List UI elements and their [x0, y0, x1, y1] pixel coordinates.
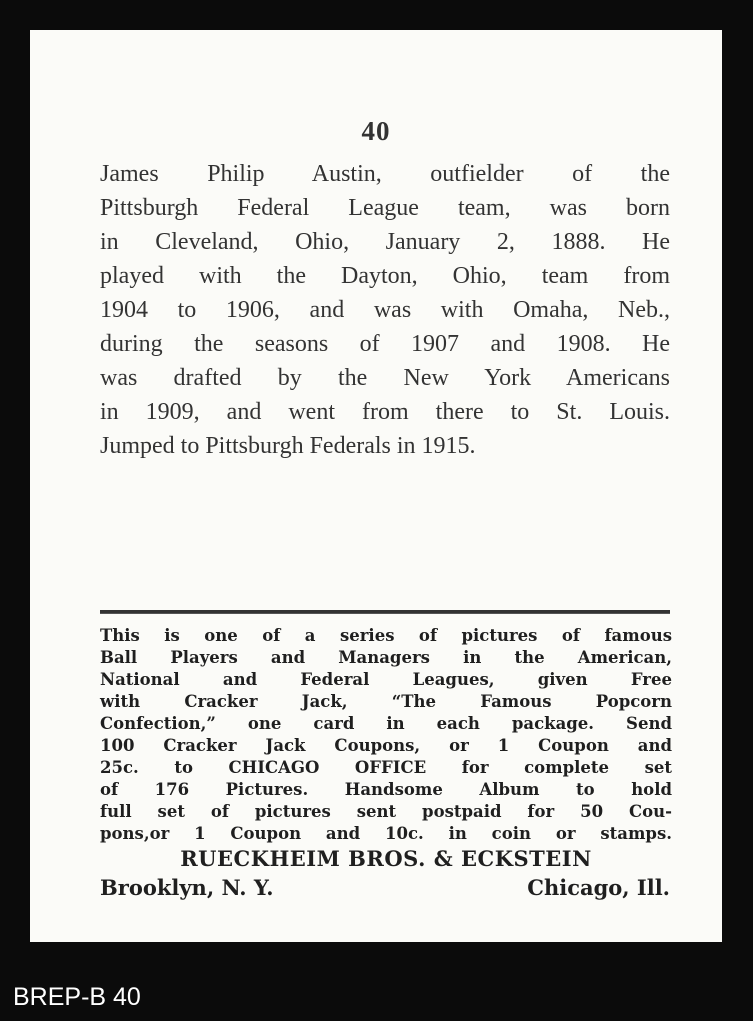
bio-line: during the seasons of 1907 and 1908. He [100, 331, 670, 357]
bio-line: 1904 to 1906, and was with Omaha, Neb., [100, 297, 670, 323]
ad-line: full set of pictures sent postpaid for 50 Cou- [100, 802, 672, 821]
ad-line: National and Federal Leagues, given Free [100, 670, 672, 689]
bio-line: Pittsburgh Federal League team, was born [100, 195, 670, 221]
ad-line: 100 Cracker Jack Coupons, or 1 Coupon and [100, 736, 672, 755]
ad-line: Confection,” one card in each package. Send [100, 714, 672, 733]
ad-line: Ball Players and Managers in the American, [100, 648, 672, 667]
ad-line: 25c. to CHICAGO OFFICE for complete set [100, 758, 672, 777]
card-back [30, 30, 722, 942]
bio-line: in Cleveland, Ohio, January 2, 1888. He [100, 229, 670, 255]
bio-line: Jumped to Pittsburgh Federals in 1915. [100, 433, 476, 459]
bio-line: was drafted by the New York Americans [100, 365, 670, 391]
ad-line: with Cracker Jack, “The Famous Popcorn [100, 692, 672, 711]
divider-rule [100, 610, 670, 614]
ad-line: This is one of a series of pictures of famous [100, 626, 672, 645]
city-chicago: Chicago, Ill. [527, 875, 670, 900]
bio-line: James Philip Austin, outfielder of the [100, 161, 670, 187]
catalog-label: BREP-B 40 [13, 983, 141, 1011]
company-name: RUECKHEIM BROS. & ECKSTEIN [180, 846, 592, 871]
card-number: 40 [361, 116, 391, 146]
bio-line: in 1909, and went from there to St. Louis. [100, 399, 670, 425]
city-brooklyn: Brooklyn, N. Y. [100, 875, 274, 900]
ad-line: of 176 Pictures. Handsome Album to hold [100, 780, 672, 799]
bio-line: played with the Dayton, Ohio, team from [100, 263, 670, 289]
ad-line: pons,or 1 Coupon and 10c. in coin or stamps. [100, 824, 672, 843]
